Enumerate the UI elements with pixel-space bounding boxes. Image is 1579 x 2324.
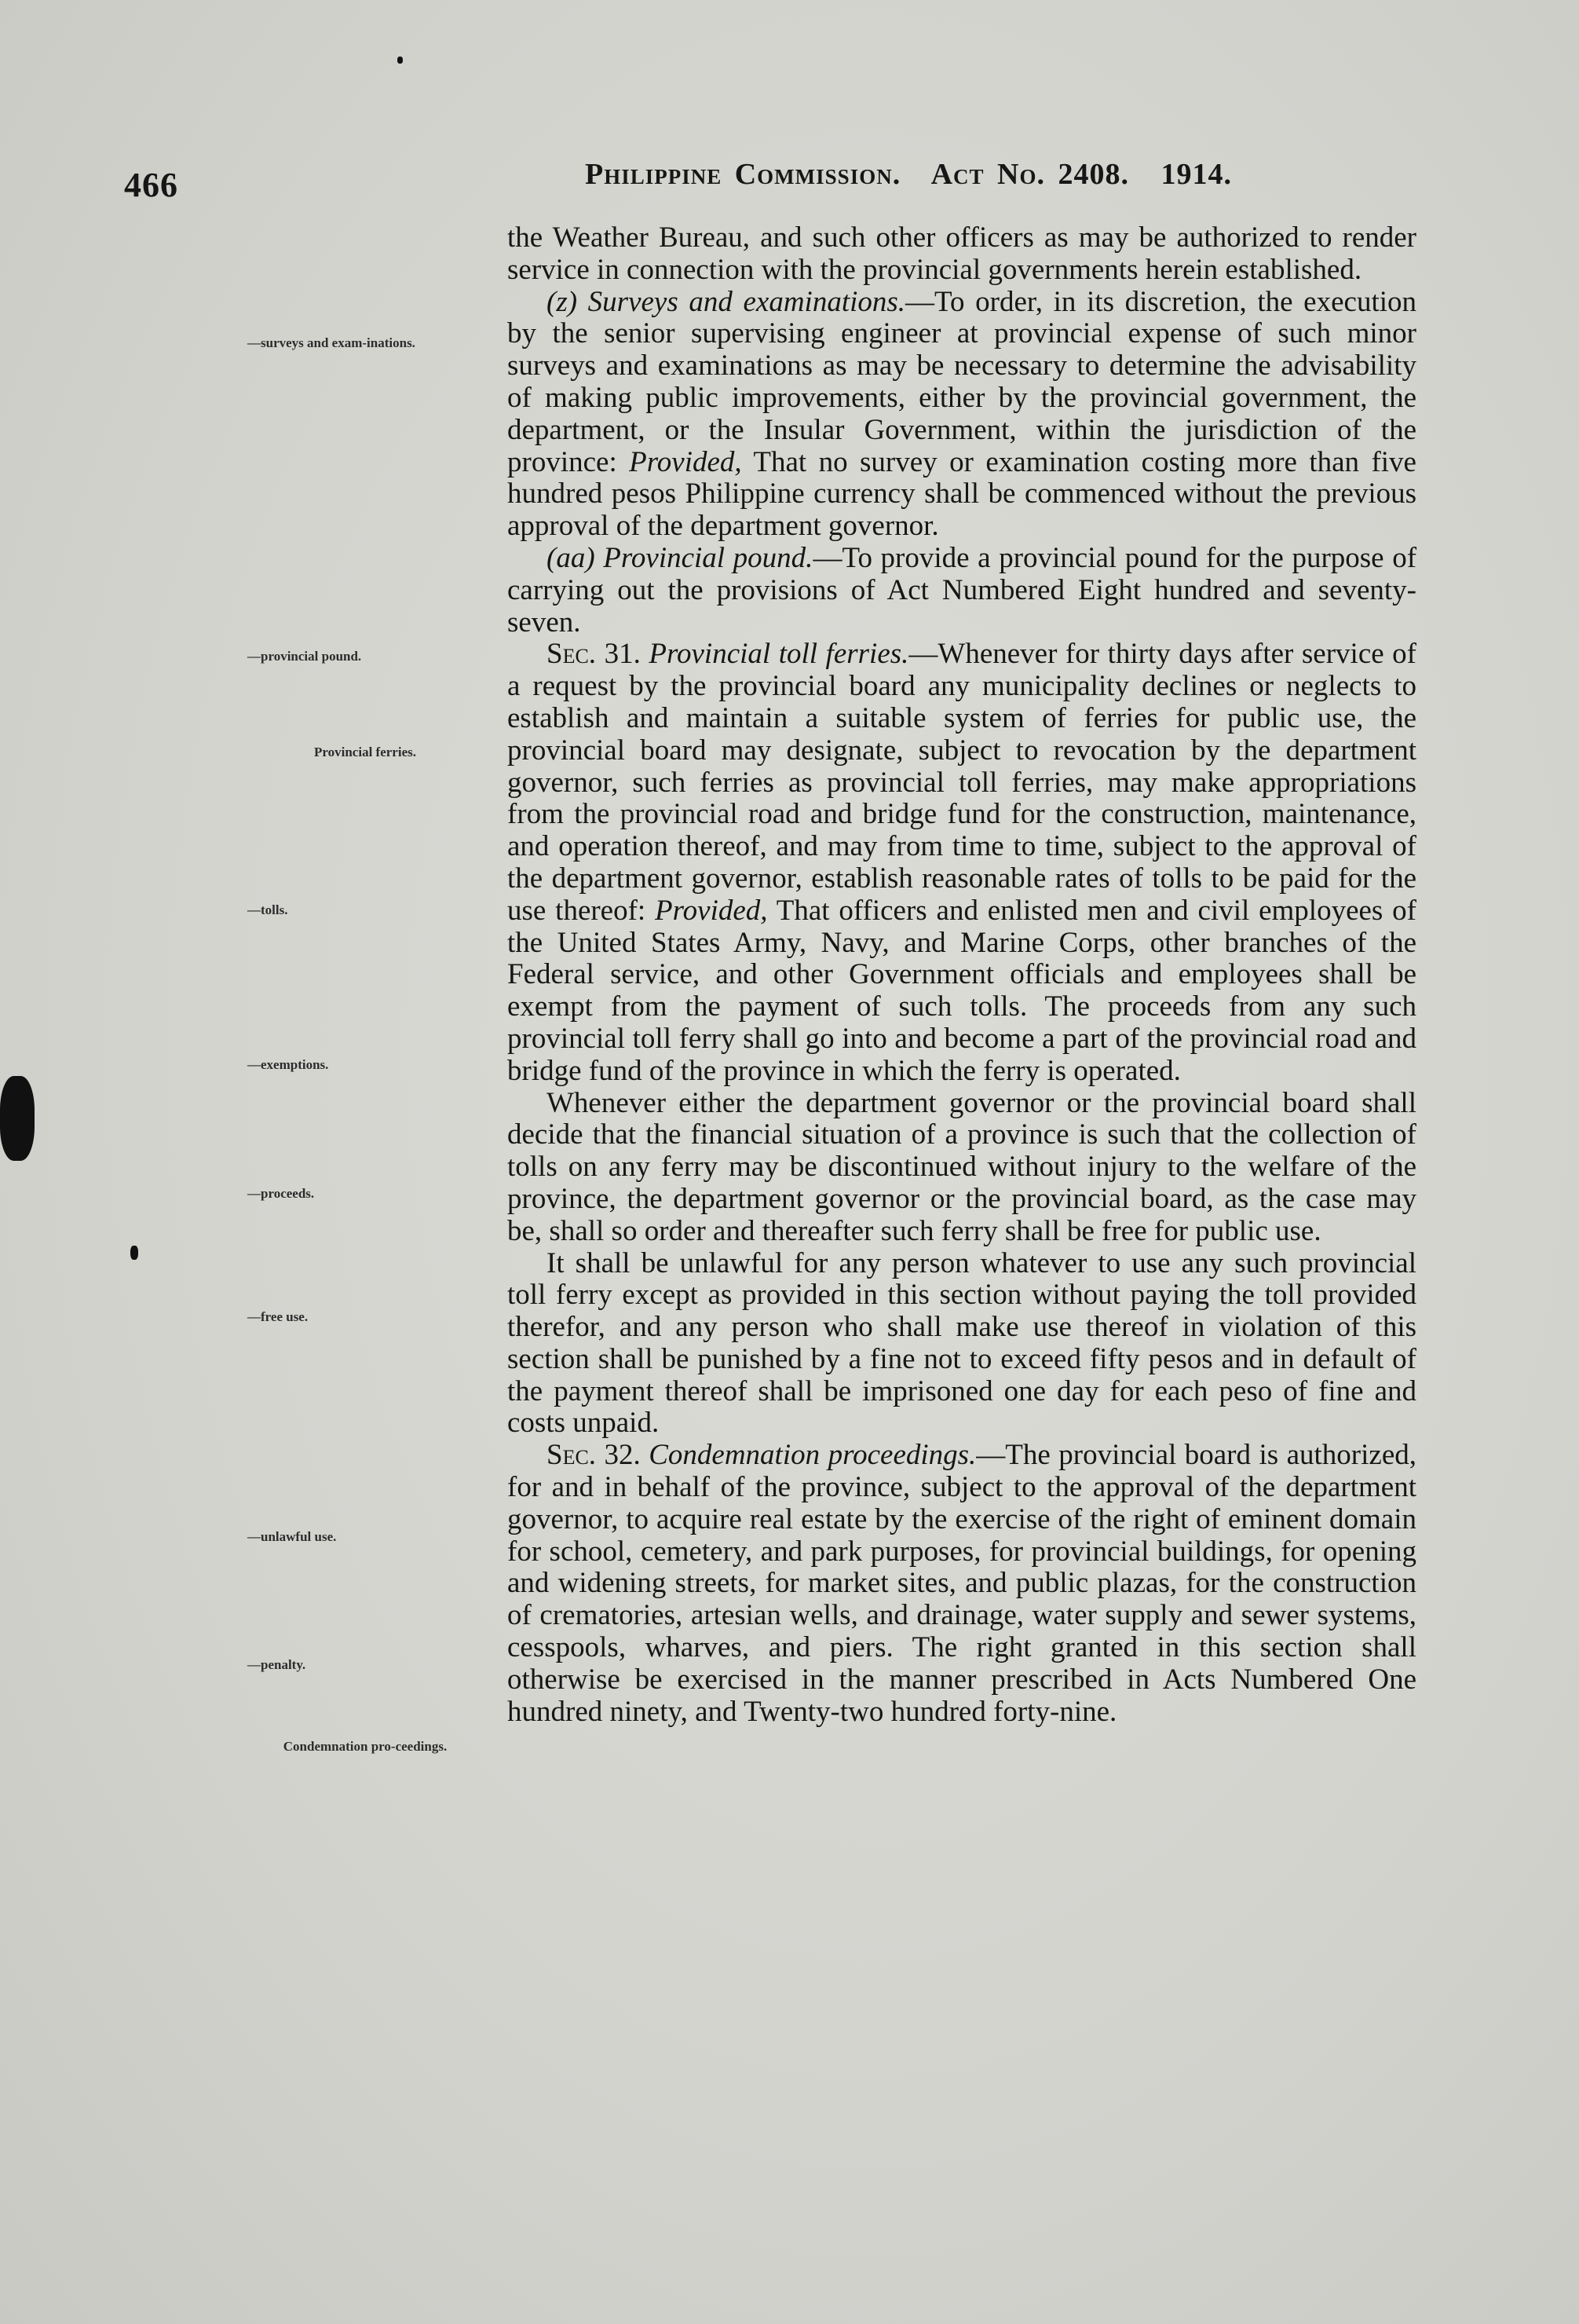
margin-note-penalty: —penalty. xyxy=(247,1657,306,1672)
margin-note-surveys: —surveys and exam-inations. xyxy=(247,335,415,350)
page-number: 466 xyxy=(124,166,178,204)
running-head xyxy=(585,157,1251,192)
paragraph-pound xyxy=(507,543,1416,639)
margin-note-provincial-pound: —provincial pound. xyxy=(247,649,362,664)
body-text xyxy=(507,222,1416,1728)
paragraph-surveys xyxy=(507,287,1416,543)
margin-note-unlawful-use: —unlawful use. xyxy=(247,1529,337,1544)
clause-text: That no survey or examination costing more than five hundred pesos Philippine currency shall be commenced without the previous approval of the department governor. xyxy=(507,445,1416,543)
clause-text: —To provide a provincial pound for the purpose of carrying out the provisions of Act Numbered Eight hundred and seventy-seven. xyxy=(507,541,1417,639)
margin-note-free-use: —free use. xyxy=(247,1309,309,1324)
running-head-year: 1914. xyxy=(1160,158,1233,191)
section-heading: Provincial toll ferries. xyxy=(649,638,909,671)
scan-smudge xyxy=(0,1076,35,1161)
clause-label: (aa) xyxy=(546,541,595,574)
margin-note-tolls: —tolls. xyxy=(247,902,288,917)
margin-note-proceeds: —proceeds. xyxy=(247,1186,315,1201)
scan-speck xyxy=(397,57,403,64)
paragraph-unlawful-use: It shall be unlawful for any person whatever to use any such provincial toll ferry except as provided in this section without paying the toll provided therefor, and any person who shall make use thereof in violation of this section shall be punished by a fine not to exceed fifty pesos and in default of the payment thereof shall be imprisoned one day for each peso of fine and costs unpaid. xyxy=(507,1246,1416,1440)
section-heading: Condemnation proceedings. xyxy=(649,1439,977,1472)
section-text: That officers and enlisted men and civil employees of the United States Army, Navy, and Marine Corps, other branches of the Federal service, and other Government officials and employees shall be exempt from the payment of such tolls. The proceeds from any such provincial toll ferry shall go into and become a part of the provincial road and bridge fund of the province in which the ferry is operated. xyxy=(507,894,1416,1087)
clause-heading: Provincial pound. xyxy=(603,541,813,574)
proviso: Provided, xyxy=(655,894,768,927)
clause-label: (z) xyxy=(546,285,578,318)
running-head-title: Philippine Commission. xyxy=(585,158,901,191)
scan-speck xyxy=(130,1246,138,1260)
margin-note-condemnation: Condemnation pro-ceedings. xyxy=(283,1739,448,1754)
paragraph-continuation: the Weather Bureau, and such other officers as may be authorized to render service in connection with the provincial governments herein established. xyxy=(507,221,1416,286)
running-head-act: Act No. 2408. xyxy=(930,158,1130,191)
paragraph-section-32 xyxy=(507,1440,1416,1728)
section-number: Sec. 31. xyxy=(546,638,641,671)
margin-note-provincial-ferries: Provincial ferries. xyxy=(314,745,416,759)
section-number: Sec. 32. xyxy=(546,1439,641,1472)
clause-heading: Surveys and examinations. xyxy=(587,285,906,318)
clause-text: —To order, in its discretion, the execution by the senior supervising engineer at provincial expense of such minor surveys and examinations as may be necessary to determine the advisability of making public improvements, either by the provincial government, the department, or the Insular Government, within the jurisdiction of the province: xyxy=(507,285,1417,478)
section-text: —Whenever for thirty days after service of a request by the provincial board any municipality declines or neglects to establish and maintain a suitable system of ferries for public use, the provincial board may designate, subject to revocation by the department governor, such ferries as provincial toll ferries, may make appropriations from the provincial road and bridge fund for the construction, maintenance, and operation thereof, and may from time to time, subject to the approval of the department governor, establish reasonable rates of tolls to be paid for the use thereof: xyxy=(507,638,1417,927)
paragraph-free-use: Whenever either the department governor or the provincial board shall decide that the financial situation of a province is such that the collection of tolls on any ferry may be discontinued without injury to the welfare of the province, the department governor or the provincial board, as the case may be, shall so order and thereafter such ferry shall be free for public use. xyxy=(507,1086,1416,1247)
paragraph-section-31 xyxy=(507,639,1416,1087)
margin-note-exemptions: —exemptions. xyxy=(247,1057,329,1072)
section-text: —The provincial board is authorized, for and in behalf of the province, subject to the approval of the department governor, to acquire real estate by the exercise of the right of eminent domain for school, cemetery, and park purposes, for provincial buildings, for opening and widening streets, for market sites, and public plazas, for the construction of crematories, artesian wells, and drainage, water supply and sewer systems, cesspools, wharves, and piers. The right granted in this section shall otherwise be exercised in the manner prescribed in Acts Numbered One hundred ninety, and Twenty-two hundred forty-nine. xyxy=(507,1439,1416,1728)
proviso: Provided, xyxy=(629,445,742,478)
